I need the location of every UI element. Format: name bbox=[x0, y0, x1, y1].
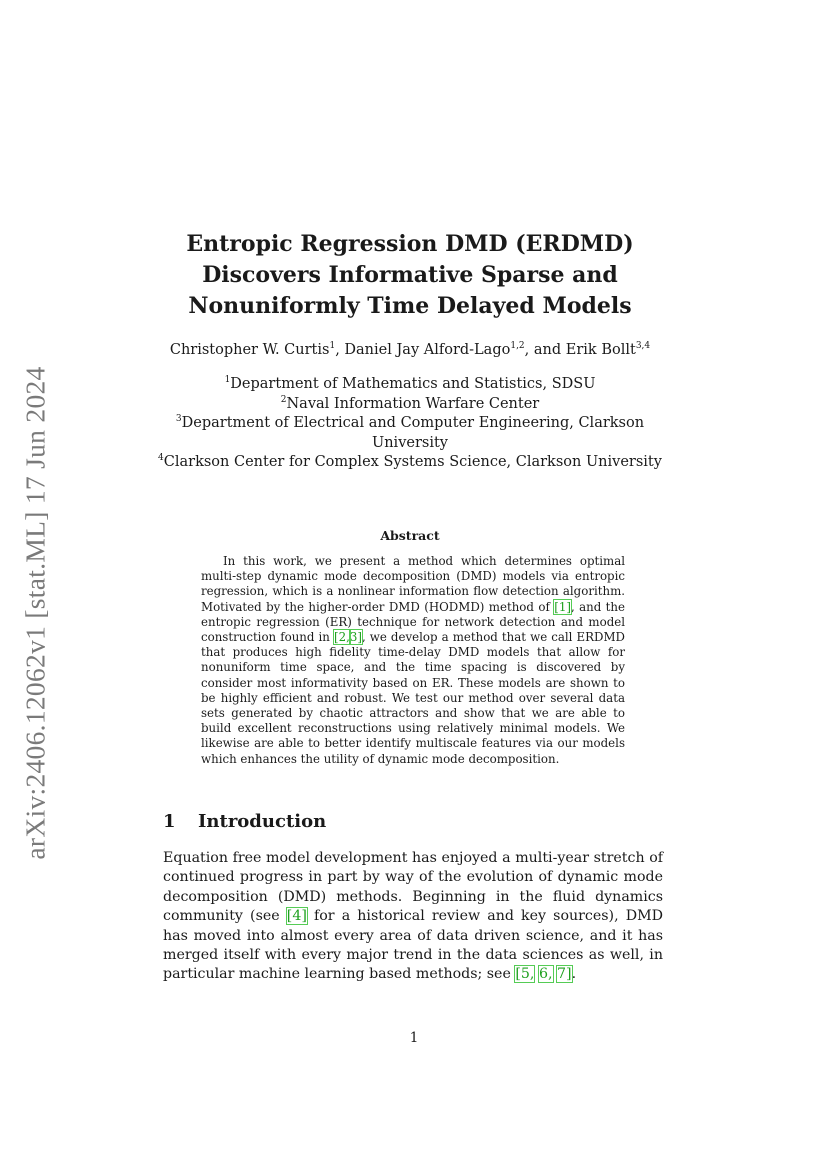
citation-link[interactable]: 7] bbox=[557, 966, 572, 983]
abstract-text-segment: , we develop a method that we call ERDMD that produces high fidelity time-delay DMD models that allow for nonuniform time space, and the time spacing is discovered by consider most informativity based on ER. These models are shown to be highly efficient and robust. We test our method over several data sets generated by chaotic attractors and show that we are able to build excellent reconstructions using relatively minimal models. We likewise are able to better identify multiscale features via our models which enhances the utility of dynamic mode decomposition. bbox=[201, 630, 625, 766]
citation-link[interactable]: [1] bbox=[554, 599, 571, 614]
affiliation-mark: 1 bbox=[224, 375, 231, 385]
abstract-text-segment: , and the entropic regression (ER) technique for network detection and model construction found in bbox=[201, 599, 625, 645]
body-text-segment: for a historical review and key sources), DMD has moved into almost every area of data driven science, and it has merged itself with every major trend in the data sciences as well, in particular machine learning based methods; see bbox=[163, 908, 663, 983]
affiliation-continued bbox=[140, 434, 680, 454]
introduction-paragraph bbox=[163, 849, 663, 985]
citation-link[interactable]: [4] bbox=[286, 908, 307, 925]
title-line: Discovers Informative Sparse and bbox=[202, 262, 618, 288]
abstract-text-segment: In this work, we present a method which determines optimal multi-step dynamic mode decomposition (DMD) models via entropic regression, which is a nonlinear information flow detection algorithm. Motivated by the higher-order DMD (HODMD) method of bbox=[201, 554, 625, 614]
affiliation-text: Department of Electrical and Computer Engineering, Clarkson bbox=[181, 415, 645, 431]
abstract-text bbox=[201, 554, 625, 767]
title-line: Nonuniformly Time Delayed Models bbox=[188, 293, 632, 319]
affiliation-text: Clarkson Center for Complex Systems Science, Clarkson University bbox=[163, 454, 662, 470]
affiliation-list bbox=[140, 375, 680, 473]
affiliation bbox=[140, 375, 680, 395]
page-number: 1 bbox=[409, 1030, 419, 1046]
affiliation-mark: 3 bbox=[175, 414, 182, 424]
author-affiliation-mark: 3,4 bbox=[635, 341, 651, 351]
abstract-heading: Abstract bbox=[380, 528, 440, 543]
citation-link[interactable]: 6, bbox=[538, 966, 553, 983]
title-line: Entropic Regression DMD (ERDMD) bbox=[186, 231, 634, 257]
author-name: Christopher W. Curtis bbox=[169, 342, 330, 358]
author-separator: , bbox=[335, 342, 345, 358]
paper-title bbox=[160, 229, 660, 322]
section-heading bbox=[163, 811, 326, 832]
body-text-segment: . bbox=[571, 966, 577, 983]
affiliation bbox=[140, 453, 680, 473]
author-affiliation-mark: 1 bbox=[329, 341, 336, 351]
affiliation bbox=[140, 414, 680, 434]
affiliation-text: University bbox=[372, 434, 448, 451]
author-separator: , and bbox=[524, 342, 566, 358]
arxiv-identifier-text: arXiv:2406.12062v1 [stat.ML] 17 Jun 2024 bbox=[20, 366, 51, 860]
affiliation-text: Naval Information Warfare Center bbox=[286, 395, 540, 412]
author-name: Erik Bollt bbox=[565, 342, 636, 358]
section-title: Introduction bbox=[198, 811, 327, 832]
body-text-segment: Equation free model development has enjoyed a multi-year stretch of continued progress in part by way of the evolution of dynamic mode decomposition (DMD) methods. Beginning in the fluid dynamics community (see bbox=[163, 850, 663, 925]
affiliation-mark: 2 bbox=[280, 394, 287, 405]
citation-link[interactable]: 3] bbox=[349, 630, 362, 645]
citation-link[interactable]: [5, bbox=[515, 966, 535, 983]
author-name: Daniel Jay Alford-Lago bbox=[344, 342, 511, 358]
affiliation-text: Department of Mathematics and Statistics, SDSU bbox=[230, 376, 596, 392]
author-list bbox=[140, 342, 680, 358]
citation-link[interactable]: [2, bbox=[333, 630, 350, 645]
section-number: 1 bbox=[163, 811, 176, 832]
author-affiliation-mark: 1,2 bbox=[510, 341, 525, 351]
arxiv-identifier-stamp bbox=[16, 366, 56, 860]
affiliation-mark: 4 bbox=[158, 453, 164, 463]
affiliation bbox=[140, 395, 680, 415]
